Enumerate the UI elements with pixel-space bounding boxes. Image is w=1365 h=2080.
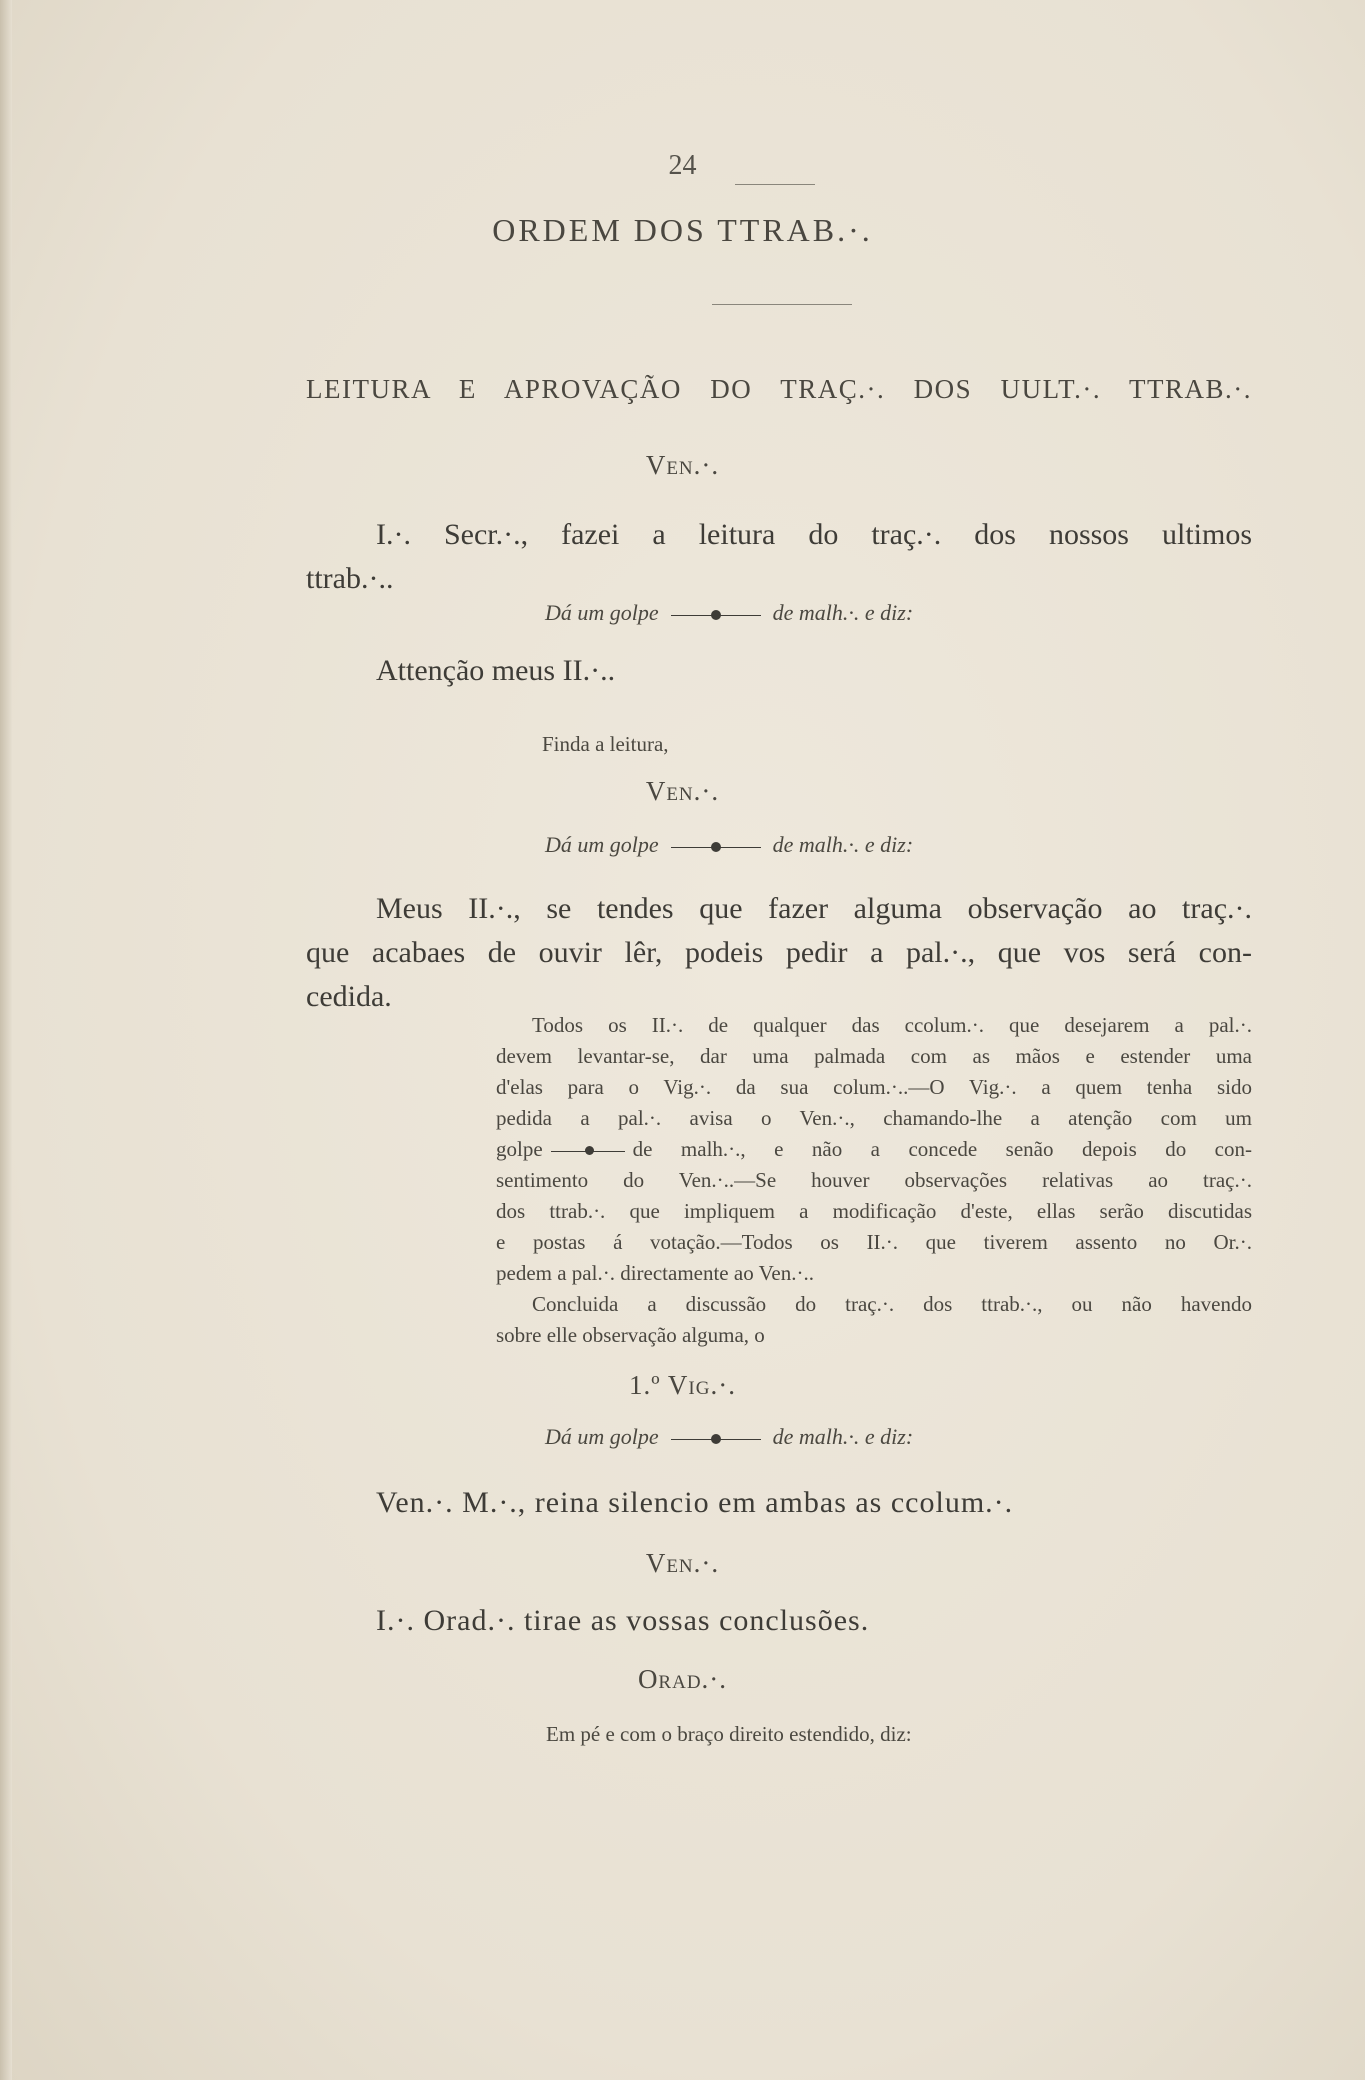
speech-line-1a: I.·. Secr.·., fazei a leitura do traç.·. dos nossos ultimos [376,518,1252,551]
section-heading: LEITURA E APROVAÇÃO DO TRAÇ.·. DOS UULT.·. TTRAB.·. [306,374,1252,404]
speaker-vig: 1.º Vig.·. [629,1370,736,1400]
speaker-ven-2: Ven.·. [645,776,720,806]
note-line: e postas á votação.—Todos os II.·. que tiverem assento no Or.·. [496,1230,1252,1254]
speech-line-2: Attenção meus II.·.. [376,654,616,687]
stage-1-post: de malh.·. e diz: [772,600,914,625]
stage-2-pre: Dá um golpe [545,832,659,857]
finda-leitura: Finda a leitura, [542,732,669,756]
speaker-ven-3: Ven.·. [645,1548,720,1578]
stage-direction-3 [545,1424,913,1450]
mallet-icon [671,1434,761,1444]
note-line: devem levantar-se, dar uma palmada com as mãos e estender uma [496,1044,1252,1068]
stage-1-pre: Dá um golpe [545,600,659,625]
title-rule [712,304,852,305]
page-number: 24 [668,150,697,181]
stage-3-pre: Dá um golpe [545,1424,659,1449]
stage-direction-2 [545,832,913,858]
note-line: sentimento do Ven.·..—Se houver observações relativas ao traç.·. [496,1168,1252,1192]
note-line: d'elas para o Vig.·. da sua colum.·..—O Vig.·. a quem tenha sido [496,1075,1252,1099]
mallet-icon [671,610,761,620]
note-line: Concluida a discussão do traç.·. dos ttrab.·., ou não havendo [532,1292,1252,1316]
stage-2-post: de malh.·. e diz: [772,832,914,857]
stage-3-post: de malh.·. e diz: [772,1424,914,1449]
mallet-icon [671,842,761,852]
page-edge-shadow [0,0,12,2080]
note-line: pedida a pal.·. avisa o Ven.·., chamando-lhe a atenção com um [496,1106,1252,1130]
note-golpe-pre: golpe [496,1137,543,1161]
mallet-icon [551,1146,625,1156]
stage-direction-1 [545,600,913,626]
note-line: pedem a pal.·. directamente ao Ven.·.. [496,1261,814,1285]
speech-line-3b: que acabaes de ouvir lêr, podeis pedir a pal.·., que vos será con- [306,936,1252,969]
speech-line-3a: Meus II.·., se tendes que fazer alguma observação ao traç.·. [376,892,1252,925]
note-golpe-post: de malh.·., e não a concede senão depois do con- [632,1137,1252,1161]
page-title: ORDEM DOS TTRAB.·. [492,212,873,248]
speech-line-3c: cedida. [306,980,392,1013]
speech-line-4: Ven.·. M.·., reina silencio em ambas as ccolum.·. [376,1486,1014,1519]
speech-line-5: I.·. Orad.·. tirae as vossas conclusões. [376,1604,870,1637]
note-line: sobre elle observação alguma, o [496,1323,765,1347]
ritual-note [496,1010,1252,1351]
note-line-golpe [496,1134,1252,1165]
speaker-ven-1: Ven.·. [645,450,720,480]
page-number-rule [735,184,815,185]
note-line: dos ttrab.·. que impliquem a modificação d'este, ellas serão discutidas [496,1199,1252,1223]
stage-direction-4: Em pé e com o braço direito estendido, diz: [546,1722,912,1746]
speech-line-1b: ttrab.·.. [306,562,394,595]
note-line: Todos os II.·. de qualquer das ccolum.·. que desejarem a pal.·. [532,1013,1252,1037]
speaker-orad: Orad.·. [637,1664,728,1694]
